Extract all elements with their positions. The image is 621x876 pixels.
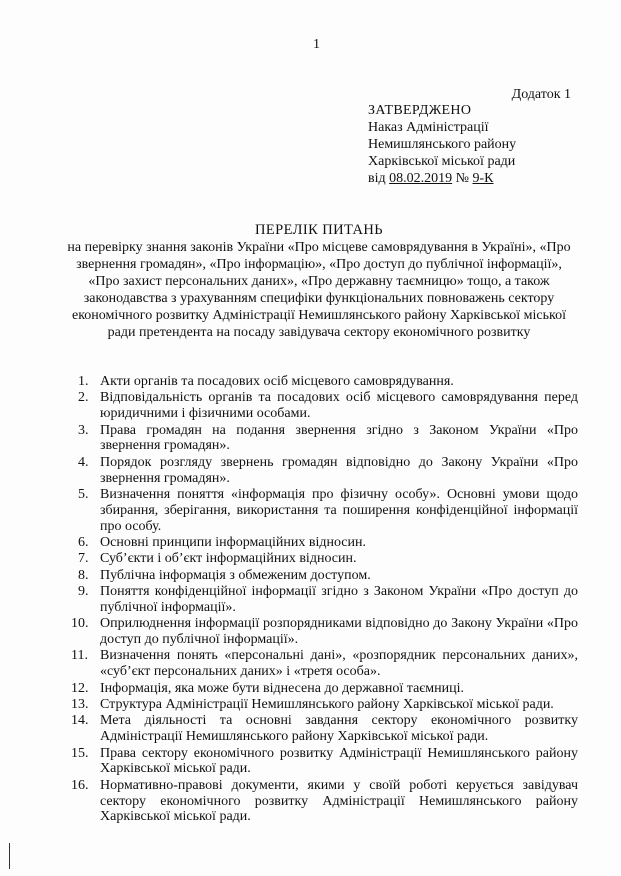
question-number: 5. (78, 486, 89, 502)
question-number: 1. (78, 374, 89, 389)
question-number: 15. (71, 745, 89, 761)
approved-label: ЗАТВЕРДЖЕНО (368, 103, 472, 118)
question-item (78, 551, 578, 567)
approval-line-3: Харківської міської ради (368, 154, 516, 169)
question-text: Структура Адміністрації Немишлянського району Харківської міської ради. (100, 697, 554, 713)
number-prefix: № (452, 171, 473, 186)
page-number: 1 (313, 37, 320, 52)
question-item (71, 777, 578, 825)
question-number: 2. (78, 390, 89, 406)
question-number: 9. (78, 584, 89, 600)
question-number: 16. (71, 777, 89, 793)
question-item (78, 455, 578, 487)
question-text: Суб’єкти і об’єкт інформаційних відносин. (100, 551, 357, 567)
scan-margin-mark (9, 843, 10, 869)
question-text: Публічна інформація з обмеженим доступом. (100, 567, 371, 583)
question-item (78, 487, 578, 534)
question-text: Оприлюднення інформації розпорядниками відповідно до Закону України «Про доступ до публічної інформації». (100, 616, 578, 648)
question-text: Акти органів та посадових осіб місцевого самоврядування. (100, 374, 454, 389)
question-number: 8. (78, 567, 89, 583)
document-subtitle: на перевірку знання законів України «Про місцеве самоврядування в Україні», «Про звернення громадян», «Про інформацію», «Про доступ до публічної інформації», «Про захист персональних даних», «Про державну таємницю» тощо, а також законодавства з урахуванням специфіки функціональних повноважень сектору економічного розвитку Адміністрації Немишлянського району Харківської міської ради претендента на посаду завідувача сектору економічного розвитку (67, 240, 571, 340)
approval-date: 08.02.2019 (389, 171, 453, 186)
question-text: Нормативно-правові документи, якими у своїй роботі керується завідувач сектору економічного розвитку Адміністрації Немишлянського району Харківської міської ради. (100, 777, 578, 825)
question-item (78, 568, 578, 584)
question-item (71, 697, 578, 713)
question-number: 10. (71, 616, 89, 632)
question-number: 6. (78, 534, 89, 550)
approval-line-1: Наказ Адміністрації (368, 120, 489, 135)
question-number: 7. (78, 551, 89, 567)
document-heading (60, 222, 578, 341)
question-text: Поняття конфіденційної інформації згідно з Законом України «Про доступ до публічної інформації». (100, 584, 578, 615)
question-item (71, 745, 578, 778)
addendum-label: Додаток 1 (511, 87, 571, 102)
question-text: Права громадян на подання звернення згідно з Законом України «Про звернення громадян». (100, 422, 578, 454)
question-item (78, 584, 578, 616)
question-number: 12. (71, 680, 89, 696)
question-item (78, 423, 578, 455)
approval-block (368, 102, 516, 187)
question-text: Інформація, яка може бути віднесена до державної таємниці. (100, 680, 465, 696)
question-number: 3. (78, 422, 89, 438)
question-item (71, 616, 578, 648)
question-text: Мета діяльності та основні завдання сектору економічного розвитку Адміністрації Немишлянського району Харківської міської ради. (100, 713, 578, 745)
question-item (71, 680, 578, 697)
question-item (71, 713, 578, 745)
question-text: Основні принципи інформаційних відносин. (100, 534, 366, 550)
question-item (78, 374, 578, 390)
document-title: ПЕРЕЛІК ПИТАНЬ (255, 222, 383, 238)
question-text: Відповідальність органів та посадових осіб місцевого самоврядування перед юридичними і фізичними особами. (100, 390, 578, 422)
question-number: 11. (71, 648, 88, 664)
question-item (71, 648, 578, 680)
question-number: 13. (71, 697, 89, 713)
question-number: 14. (71, 713, 89, 729)
question-text: Визначення поняття «інформація про фізичну особу». Основні умови щодо збирання, зберігання, використання та поширення конфіденційної інформації про особу. (100, 486, 578, 534)
question-text: Порядок розгляду звернень громадян відповідно до Закону України «Про звернення громадян». (100, 454, 578, 486)
question-number: 4. (78, 454, 89, 470)
question-text: Права сектору економічного розвитку Адміністрації Немишлянського району Харківської міської ради. (100, 745, 578, 777)
approval-line-2: Немишлянського району (368, 137, 517, 152)
question-list (71, 374, 578, 826)
date-prefix: від (368, 171, 390, 186)
approval-number: 9-К (472, 171, 494, 186)
question-text: Визначення понять «персональні дані», «розпорядник персональних даних», «суб’єкт персональних даних» і «третя особа». (100, 648, 578, 680)
question-item (78, 390, 578, 422)
question-item (78, 535, 578, 551)
approval-date-line (368, 170, 516, 187)
